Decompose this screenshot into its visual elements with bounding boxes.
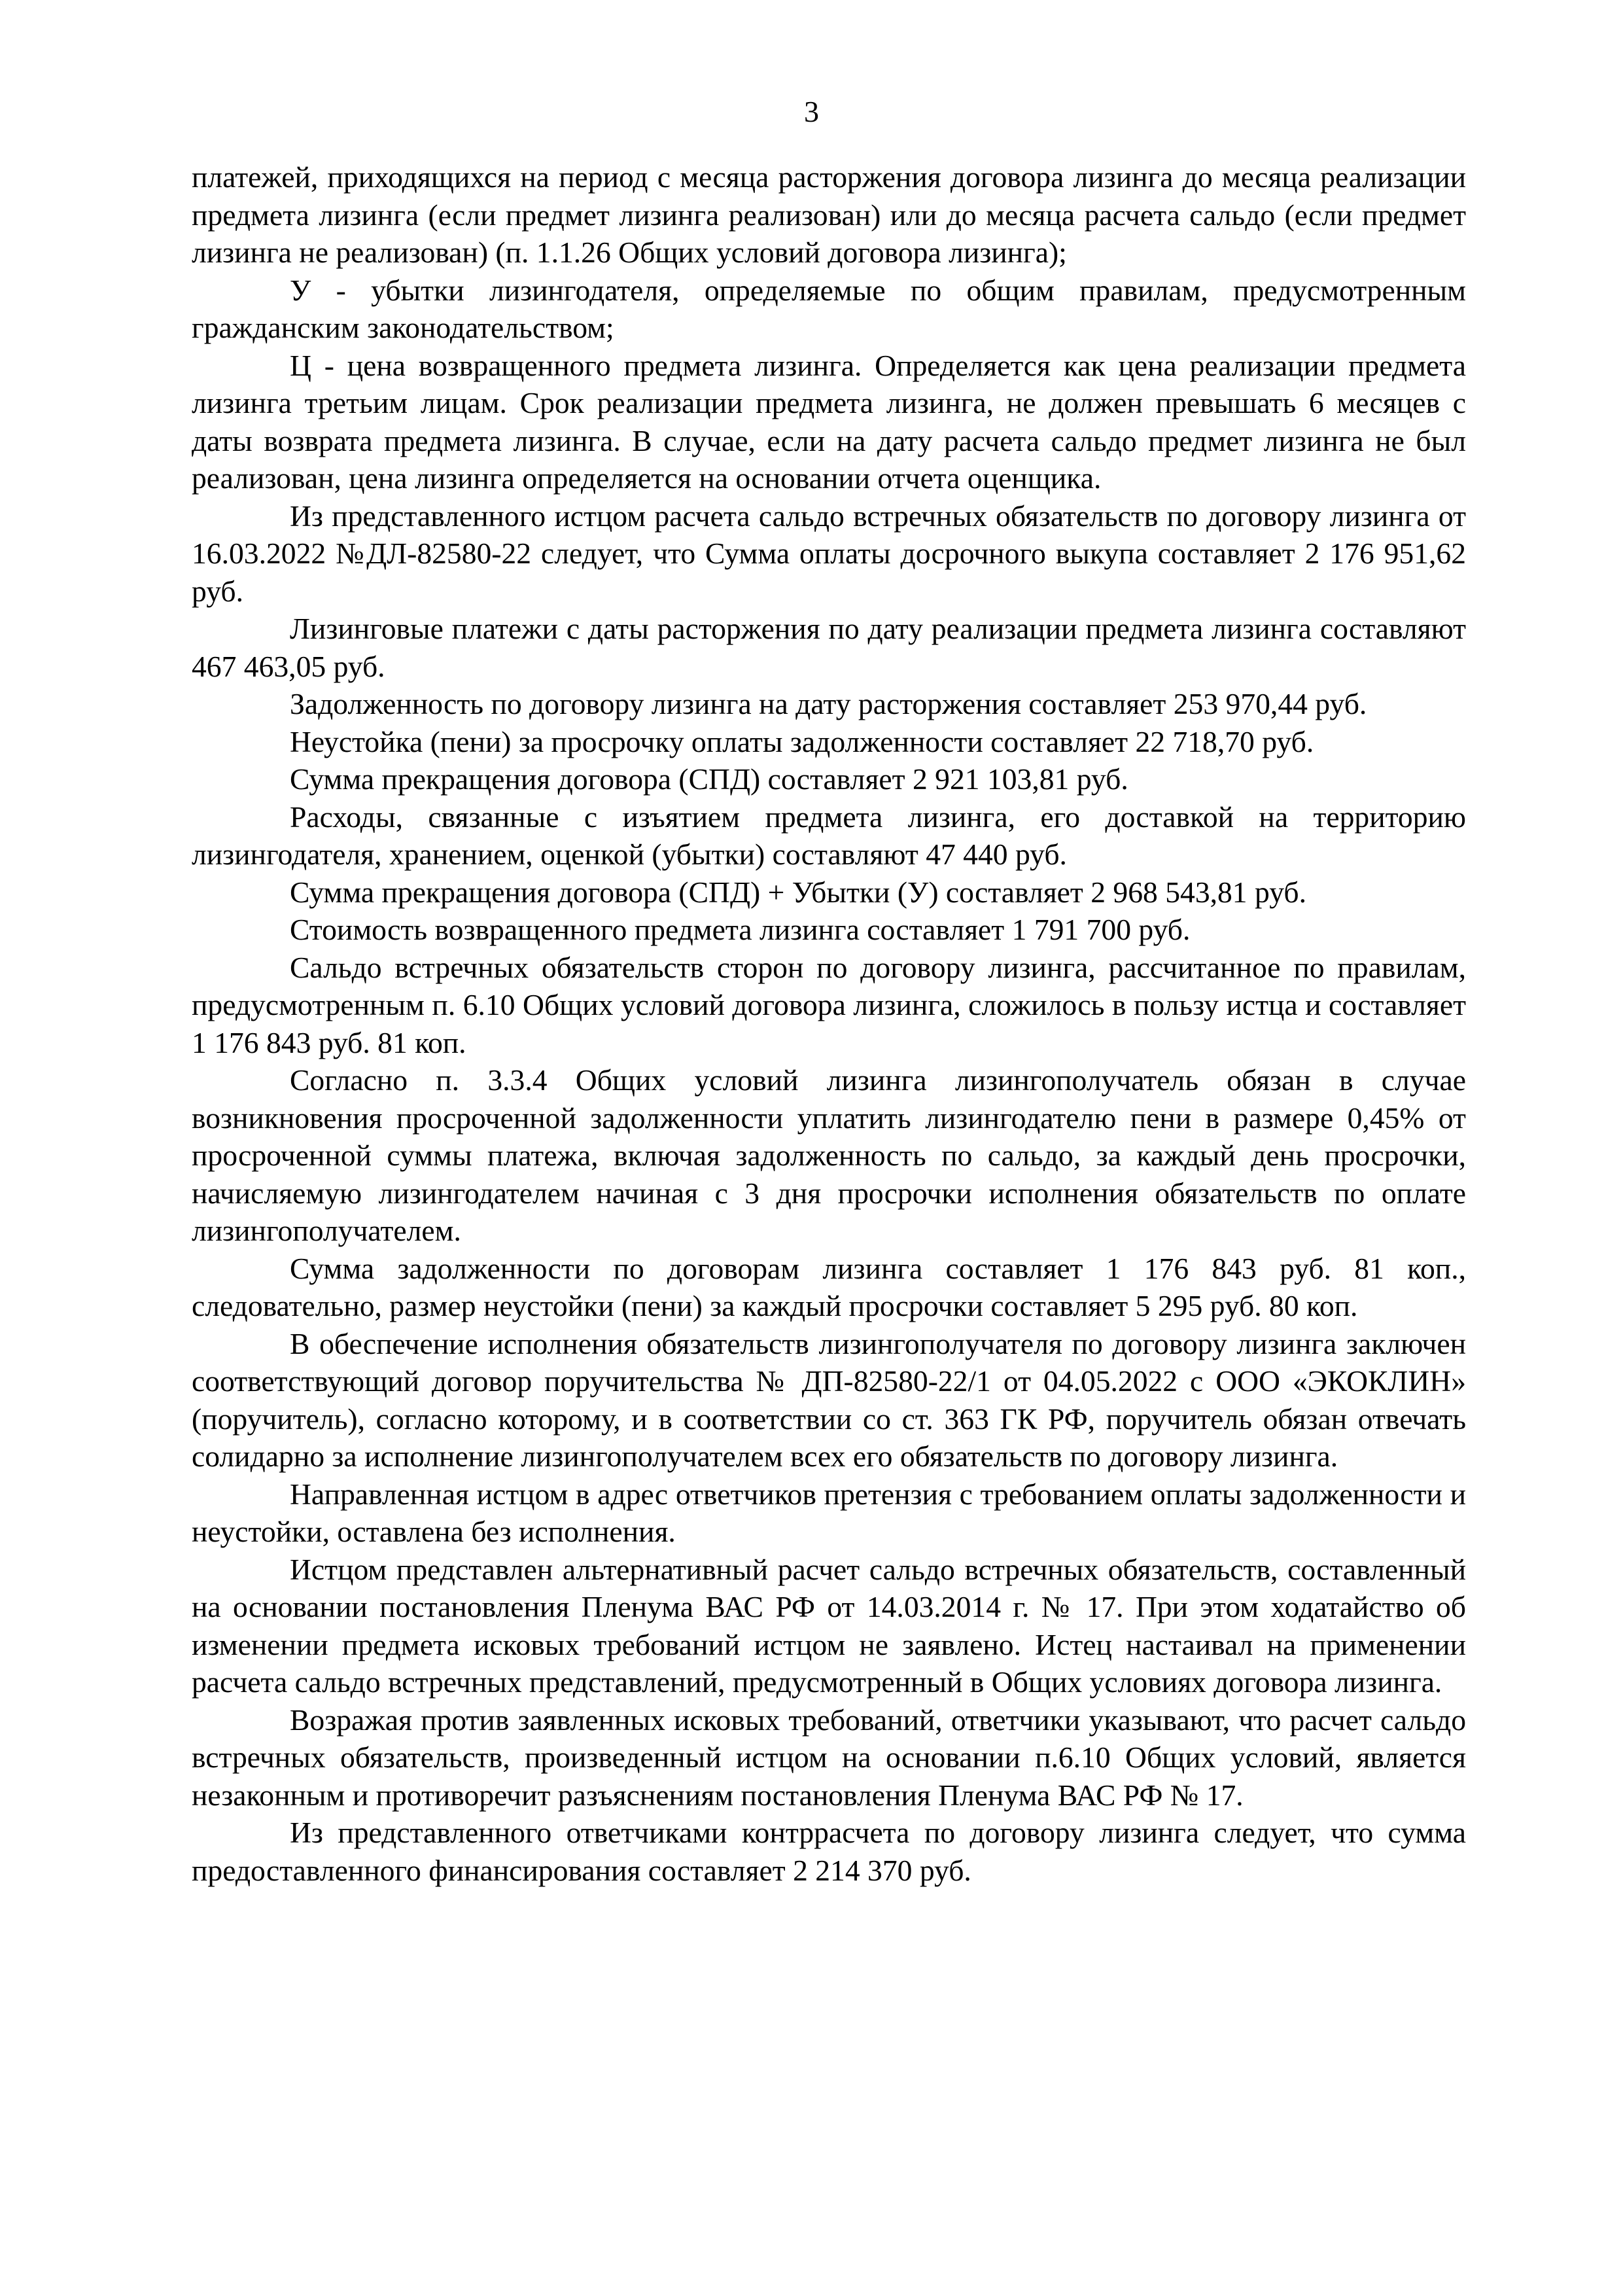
- paragraph-surety-agreement: В обеспечение исполнения обязательств лизингополучателя по договору лизинга заключен соответствующий договор поручительства № ДП-82580-22/1 от 04.05.2022 с ООО «ЭКОКЛИН» (поручитель), согласно которому, и в соответствии со ст. 363 ГК РФ, поручитель обязан отвечать солидарно за исполнение лизингополучателем всех его обязательств по договору лизинга.: [192, 1326, 1466, 1473]
- paragraph-balance-result: Сальдо встречных обязательств сторон по договору лизинга, рассчитанное по правилам, предусмотренным п. 6.10 Общих условий договора лизинга, сложилось в пользу истца и составляет 1 176 843 руб. 81 коп.: [192, 950, 1466, 1059]
- paragraph-penalty-terms: Согласно п. 3.3.4 Общих условий лизинга лизингополучатель обязан в случае возникновения просроченной задолженности уплатить лизингодателю пени в размере 0,45% от просроченной суммы платежа, включая задолженность по сальдо, за каждый день просрочки, начисляемую лизингодателем начиная с 3 дня просрочки исполнения обязательств по оплате лизингополучателем.: [192, 1063, 1466, 1247]
- paragraph-price-definition: Ц - цена возвращенного предмета лизинга. Определяется как цена реализации предмета лизинга третьим лицам. Срок реализации предмета лизинга, не должен превышать 6 месяцев с даты возврата предмета лизинга. В случае, если на дату расчета сальдо предмет лизинга не был реализован, цена лизинга определяется на основании отчета оценщика.: [192, 348, 1466, 495]
- paragraph-counter-calculation: Из представленного ответчиками контррасчета по договору лизинга следует, что сумма предоставленного финансирования составляет 2 214 370 руб.: [192, 1816, 1466, 1887]
- paragraph-early-buyout-sum: Из представленного истцом расчета сальдо встречных обязательств по договору лизинга от 16.03.2022 №ДЛ-82580-22 следует, что Сумма оплаты досрочного выкупа составляет 2 176 951,62 руб.: [192, 499, 1466, 608]
- paragraph-losses-definition: У - убытки лизингодателя, определяемые по общим правилам, предусмотренным гражданским законодательством;: [192, 273, 1466, 344]
- paragraph-daily-penalty: Сумма задолженности по договорам лизинга составляет 1 176 843 руб. 81 коп., следовательно, размер неустойки (пени) за каждый просрочки составляет 5 295 руб. 80 коп.: [192, 1251, 1466, 1322]
- document-body: [192, 158, 1466, 1889]
- paragraph-leasing-payments: Лизинговые платежи с даты расторжения по дату реализации предмета лизинга составляют 467 463,05 руб.: [192, 612, 1466, 683]
- paragraph-debt-on-termination: Задолженность по договору лизинга на дату расторжения составляет 253 970,44 руб.: [290, 687, 1367, 720]
- paragraph-returned-item-value: Стоимость возвращенного предмета лизинга составляет 1 791 700 руб.: [290, 913, 1191, 946]
- paragraph-continuation-payments: платежей, приходящихся на период с месяца расторжения договора лизинга до месяца реализации предмета лизинга (если предмет лизинга реализован) или до месяца расчета сальдо (если предмет лизинга не реализован) (п. 1.1.26 Общих условий договора лизинга);: [192, 160, 1466, 269]
- page-number: 3: [804, 95, 819, 128]
- paragraph-claim-unanswered: Направленная истцом в адрес ответчиков претензия с требованием оплаты задолженности и неустойки, оставлена без исполнения.: [192, 1477, 1466, 1548]
- paragraph-termination-sum: Сумма прекращения договора (СПД) составляет 2 921 103,81 руб.: [290, 762, 1128, 796]
- paragraph-seizure-expenses: Расходы, связанные с изъятием предмета лизинга, его доставкой на территорию лизингодателя, хранением, оценкой (убытки) составляют 47 440 руб.: [192, 800, 1466, 871]
- paragraph-defendants-objection: Возражая против заявленных исковых требований, ответчики указывают, что расчет сальдо встречных обязательств, произведенный истцом на основании п.6.10 Общих условий, является незаконным и противоречит разъяснениям постановления Пленума ВАС РФ № 17.: [192, 1703, 1466, 1812]
- paragraph-termination-plus-losses: Сумма прекращения договора (СПД) + Убытки (У) составляет 2 968 543,81 руб.: [290, 875, 1306, 909]
- paragraph-penalty: Неустойка (пени) за просрочку оплаты задолженности составляет 22 718,70 руб.: [290, 724, 1314, 758]
- paragraph-alternative-calculation: Истцом представлен альтернативный расчет сальдо встречных обязательств, составленный на основании постановления Пленума ВАС РФ от 14.03.2014 г. № 17. При этом ходатайство об изменении предмета исковых требований истцом не заявлено. Истец настаивал на применении расчета сальдо встречных представлений, предусмотренный в Общих условиях договора лизинга.: [192, 1552, 1466, 1699]
